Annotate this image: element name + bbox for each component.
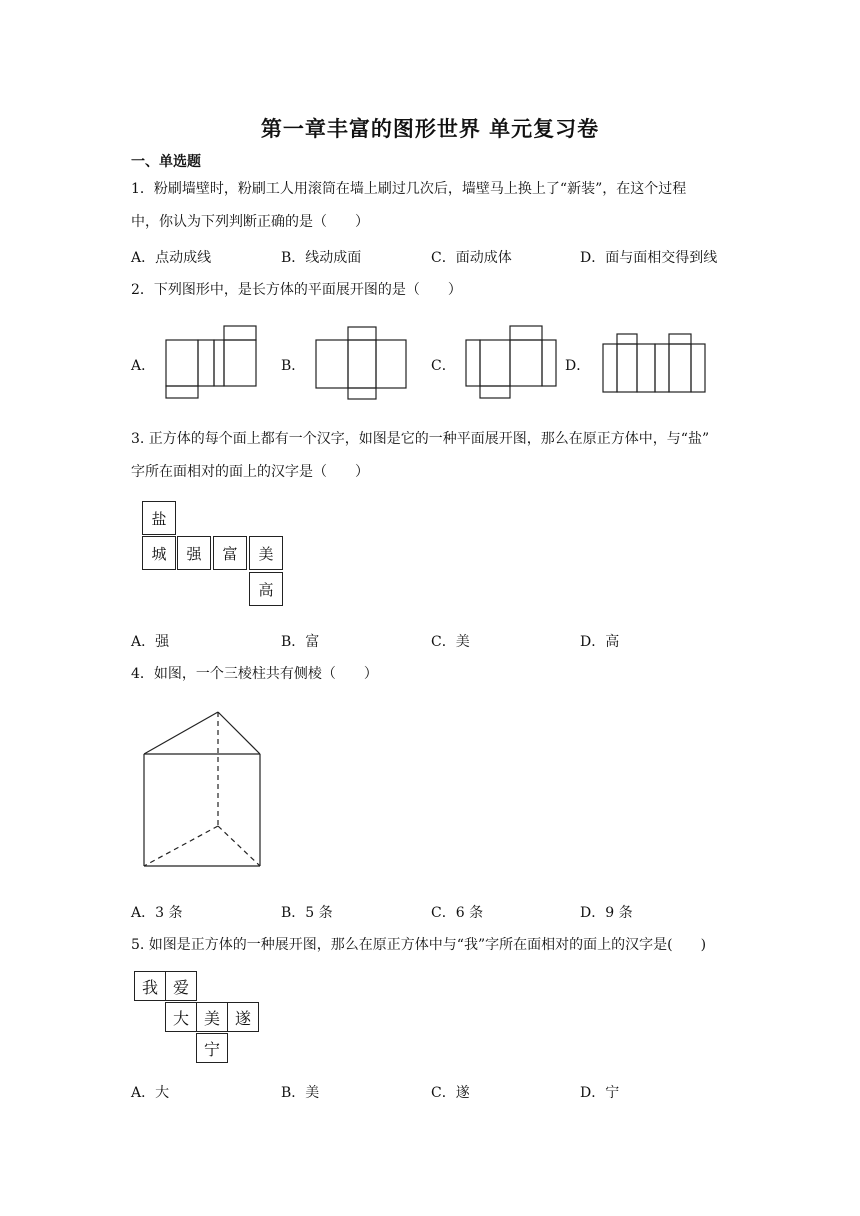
- question-2-figure-b: [312, 322, 412, 400]
- page-title: 第一章丰富的图形世界 单元复习卷: [260, 116, 600, 141]
- net-cell-ning: 宁: [196, 1033, 228, 1063]
- section-heading: 一、单选题: [131, 154, 201, 170]
- question-3-line-1: 3. 正方体的每个面上都有一个汉字，如图是它的一种平面展开图，那么在原正方体中，与“盐”: [131, 431, 710, 447]
- question-2-label-b[interactable]: B．: [281, 358, 306, 374]
- net-cell-gao: 高: [249, 572, 283, 606]
- net-cell-cheng: 城: [142, 536, 176, 570]
- net-cell-mei-2: 美: [196, 1002, 228, 1032]
- question-1-option-d[interactable]: D．面与面相交得到线: [580, 250, 718, 266]
- question-1-option-a[interactable]: A．点动成线: [131, 250, 212, 266]
- question-5-option-a[interactable]: A．大: [131, 1085, 170, 1101]
- net-cell-sui: 遂: [227, 1002, 259, 1032]
- question-2-figure-d: [600, 328, 710, 398]
- question-4-option-c[interactable]: C．6 条: [431, 905, 484, 921]
- question-1-line-2: 中，你认为下列判断正确的是（ ）: [131, 214, 369, 230]
- question-2-text: 2．下列图形中，是长方体的平面展开图的是（ ）: [131, 282, 462, 298]
- question-2-label-c[interactable]: C．: [431, 358, 456, 374]
- question-2-label-d[interactable]: D．: [565, 358, 591, 374]
- question-1-option-b[interactable]: B．线动成面: [281, 250, 362, 266]
- question-3-option-b[interactable]: B．富: [281, 634, 320, 650]
- triangular-prism-figure: [138, 706, 268, 872]
- question-3-line-2: 字所在面相对的面上的汉字是（ ）: [131, 464, 369, 480]
- question-1-option-c[interactable]: C．面动成体: [431, 250, 512, 266]
- question-2-figure-c: [462, 320, 562, 400]
- question-5-option-d[interactable]: D．宁: [580, 1085, 620, 1101]
- net-cell-fu: 富: [213, 536, 247, 570]
- question-3-option-c[interactable]: C．美: [431, 634, 470, 650]
- question-3-option-d[interactable]: D．高: [580, 634, 620, 650]
- question-4-option-b[interactable]: B．5 条: [281, 905, 333, 921]
- question-5-text: 5. 如图是正方体的一种展开图，那么在原正方体中与“我”字所在面相对的面上的汉字是( ): [131, 937, 707, 953]
- net-cell-wo: 我: [134, 971, 166, 1001]
- net-cell-mei: 美: [249, 536, 283, 570]
- question-1-line-1: 1．粉刷墙壁时，粉刷工人用滚筒在墙上刷过几次后，墙壁马上换上了“新装”，在这个过程: [131, 181, 687, 197]
- net-cell-qiang: 强: [177, 536, 211, 570]
- net-cell-da: 大: [165, 1002, 197, 1032]
- question-5-option-b[interactable]: B．美: [281, 1085, 320, 1101]
- question-2-figure-a: [160, 320, 265, 400]
- net-cell-ai: 爱: [165, 971, 197, 1001]
- question-4-option-d[interactable]: D．9 条: [580, 905, 633, 921]
- question-4-text: 4．如图，一个三棱柱共有侧棱（ ）: [131, 666, 378, 682]
- question-3-option-a[interactable]: A．强: [131, 634, 170, 650]
- question-5-option-c[interactable]: C．遂: [431, 1085, 470, 1101]
- question-2-label-a[interactable]: A．: [131, 358, 156, 374]
- net-cell-yan: 盐: [142, 501, 176, 535]
- question-4-option-a[interactable]: A．3 条: [131, 905, 183, 921]
